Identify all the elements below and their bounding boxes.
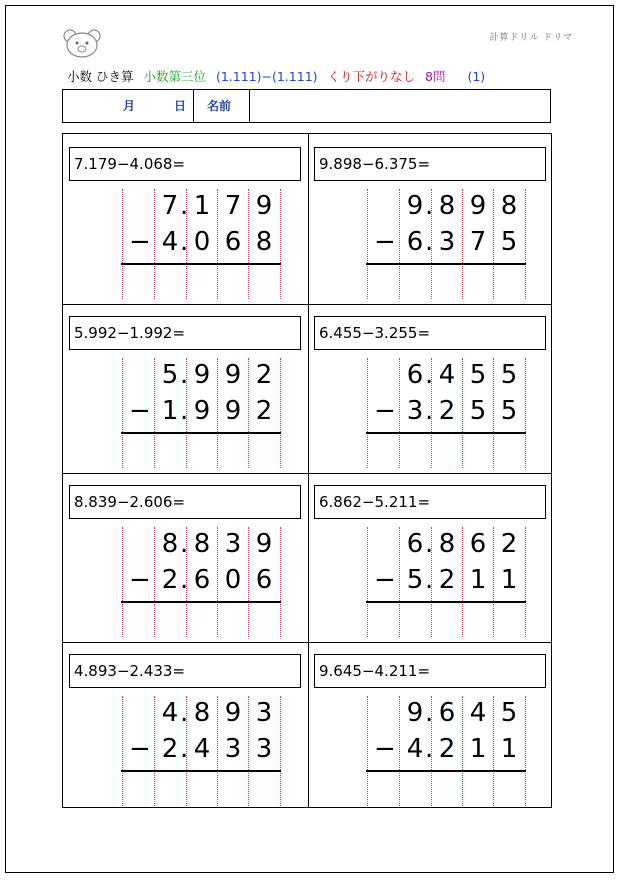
problem-cell (308, 304, 553, 473)
bottom-digit: 5 (500, 396, 518, 426)
column-guide (122, 527, 123, 637)
bottom-digit: 6 (224, 227, 242, 257)
top-digit: 4 (469, 698, 487, 728)
minus-sign: − (374, 227, 396, 257)
minus-sign: − (129, 734, 151, 764)
answer-rule (121, 432, 281, 434)
bottom-digit: 1 (161, 396, 179, 426)
title-part-4: くり下がりなし (327, 69, 416, 84)
decimal-point: . (180, 529, 189, 559)
decimal-point: . (180, 396, 189, 426)
brand-label: 計算ドリル ドリマ (489, 33, 573, 43)
worksheet-title (67, 67, 491, 85)
bottom-digit: 0 (193, 227, 211, 257)
top-digit: 7 (161, 191, 179, 221)
top-digit: 9 (193, 360, 211, 390)
top-digit: 9 (469, 191, 487, 221)
top-digit: 1 (193, 191, 211, 221)
top-digit: 6 (438, 698, 456, 728)
bottom-digit: 6 (193, 565, 211, 595)
bottom-digit: 5 (469, 396, 487, 426)
top-digit: 2 (255, 360, 273, 390)
minus-sign: − (129, 396, 151, 426)
decimal-point: . (425, 698, 434, 728)
column-guide (217, 189, 218, 299)
bottom-digit: 6 (406, 227, 424, 257)
bottom-digit: 2 (255, 396, 273, 426)
problem-cell (308, 473, 553, 642)
answer-rule (366, 601, 526, 603)
top-digit: 9 (406, 698, 424, 728)
top-digit: 9 (224, 698, 242, 728)
problem-cell (308, 135, 553, 304)
column-guide (280, 696, 281, 806)
column-guide (154, 527, 155, 637)
column-guide (248, 527, 249, 637)
bottom-digit: 2 (438, 565, 456, 595)
top-digit: 3 (224, 529, 242, 559)
bottom-digit: 5 (406, 565, 424, 595)
column-guide (248, 189, 249, 299)
title-part-5: 8問 (425, 69, 446, 84)
column-guide (399, 696, 400, 806)
column-guide (122, 189, 123, 299)
minus-sign: − (374, 396, 396, 426)
bottom-digit: 3 (255, 734, 273, 764)
title-part-3: (1.111)−(1.111) (215, 69, 318, 84)
top-digit: 5 (161, 360, 179, 390)
top-digit: 6 (406, 360, 424, 390)
column-guide (462, 358, 463, 468)
equation-box: 6.862−5.211= (314, 485, 546, 519)
title-part-1: 小数 ひき算 (67, 69, 134, 84)
equation-box: 4.893−2.433= (69, 654, 301, 688)
column-guide (462, 189, 463, 299)
top-digit: 5 (500, 360, 518, 390)
bottom-digit: 4 (161, 227, 179, 257)
top-digit: 9 (255, 191, 273, 221)
bottom-digit: 1 (500, 734, 518, 764)
minus-sign: − (374, 565, 396, 595)
equation-box: 9.898−6.375= (314, 147, 546, 181)
column-guide (525, 527, 526, 637)
bottom-digit: 3 (438, 227, 456, 257)
name-label: 名前 (207, 99, 232, 113)
top-digit: 8 (193, 529, 211, 559)
top-digit: 3 (255, 698, 273, 728)
column-guide (399, 358, 400, 468)
top-digit: 8 (438, 191, 456, 221)
title-part-2: 小数第三位 (143, 69, 206, 84)
column-guide (122, 696, 123, 806)
bottom-digit: 1 (469, 565, 487, 595)
bottom-digit: 9 (224, 396, 242, 426)
bottom-digit: 5 (500, 227, 518, 257)
column-guide (367, 189, 368, 299)
bottom-digit: 1 (500, 565, 518, 595)
bottom-digit: 4 (406, 734, 424, 764)
column-guide (525, 358, 526, 468)
name-date-box (62, 89, 551, 123)
top-digit: 9 (406, 191, 424, 221)
column-guide (493, 696, 494, 806)
minus-sign: − (374, 734, 396, 764)
column-guide (217, 358, 218, 468)
top-digit: 8 (161, 529, 179, 559)
bottom-digit: 4 (193, 734, 211, 764)
top-digit: 9 (224, 360, 242, 390)
decimal-point: . (425, 529, 434, 559)
bottom-digit: 1 (469, 734, 487, 764)
column-guide (493, 358, 494, 468)
column-guide (280, 358, 281, 468)
column-guide (280, 527, 281, 637)
top-digit: 8 (438, 529, 456, 559)
decimal-point: . (180, 698, 189, 728)
problem-cell (63, 642, 308, 811)
bottom-digit: 2 (161, 565, 179, 595)
top-digit: 4 (438, 360, 456, 390)
top-digit: 8 (193, 698, 211, 728)
decimal-point: . (425, 565, 434, 595)
bottom-digit: 2 (161, 734, 179, 764)
column-guide (248, 358, 249, 468)
equation-box: 6.455−3.255= (314, 316, 546, 350)
bear-logo-icon (62, 28, 102, 58)
divider (193, 90, 194, 122)
bottom-digit: 8 (255, 227, 273, 257)
column-guide (399, 189, 400, 299)
bottom-digit: 9 (193, 396, 211, 426)
decimal-point: . (180, 565, 189, 595)
column-guide (122, 358, 123, 468)
decimal-point: . (180, 191, 189, 221)
decimal-point: . (180, 360, 189, 390)
column-guide (154, 696, 155, 806)
top-digit: 8 (500, 191, 518, 221)
equation-box: 7.179−4.068= (69, 147, 301, 181)
top-digit: 4 (161, 698, 179, 728)
problem-cell (63, 135, 308, 304)
minus-sign: − (129, 227, 151, 257)
decimal-point: . (425, 191, 434, 221)
top-digit: 7 (224, 191, 242, 221)
column-guide (217, 696, 218, 806)
top-digit: 2 (500, 529, 518, 559)
equation-box: 9.645−4.211= (314, 654, 546, 688)
column-guide (525, 696, 526, 806)
bottom-digit: 0 (224, 565, 242, 595)
bottom-digit: 2 (438, 396, 456, 426)
answer-rule (121, 770, 281, 772)
bottom-digit: 2 (438, 734, 456, 764)
top-digit: 9 (255, 529, 273, 559)
problem-cell (63, 473, 308, 642)
column-guide (493, 527, 494, 637)
column-guide (525, 189, 526, 299)
decimal-point: . (425, 396, 434, 426)
bottom-digit: 3 (406, 396, 424, 426)
top-digit: 6 (469, 529, 487, 559)
decimal-point: . (180, 734, 189, 764)
bottom-digit: 7 (469, 227, 487, 257)
column-guide (367, 358, 368, 468)
answer-rule (121, 263, 281, 265)
top-digit: 5 (500, 698, 518, 728)
equation-box: 5.992−1.992= (69, 316, 301, 350)
day-label: 日 (174, 99, 187, 113)
problem-cell (308, 642, 553, 811)
column-guide (399, 527, 400, 637)
decimal-point: . (180, 227, 189, 257)
column-guide (367, 527, 368, 637)
bottom-digit: 3 (224, 734, 242, 764)
divider (249, 90, 250, 122)
top-digit: 5 (469, 360, 487, 390)
month-label: 月 (123, 99, 136, 113)
column-guide (367, 696, 368, 806)
column-guide (217, 527, 218, 637)
top-digit: 6 (406, 529, 424, 559)
decimal-point: . (425, 734, 434, 764)
column-guide (154, 358, 155, 468)
title-part-6: (1) (467, 69, 486, 84)
decimal-point: . (425, 227, 434, 257)
minus-sign: − (129, 565, 151, 595)
column-guide (462, 527, 463, 637)
decimal-point: . (425, 360, 434, 390)
answer-rule (366, 263, 526, 265)
answer-rule (121, 601, 281, 603)
problem-cell (63, 304, 308, 473)
column-guide (493, 189, 494, 299)
column-guide (280, 189, 281, 299)
bottom-digit: 6 (255, 565, 273, 595)
column-guide (154, 189, 155, 299)
problem-grid (62, 133, 552, 808)
column-guide (462, 696, 463, 806)
answer-rule (366, 770, 526, 772)
column-guide (248, 696, 249, 806)
answer-rule (366, 432, 526, 434)
equation-box: 8.839−2.606= (69, 485, 301, 519)
